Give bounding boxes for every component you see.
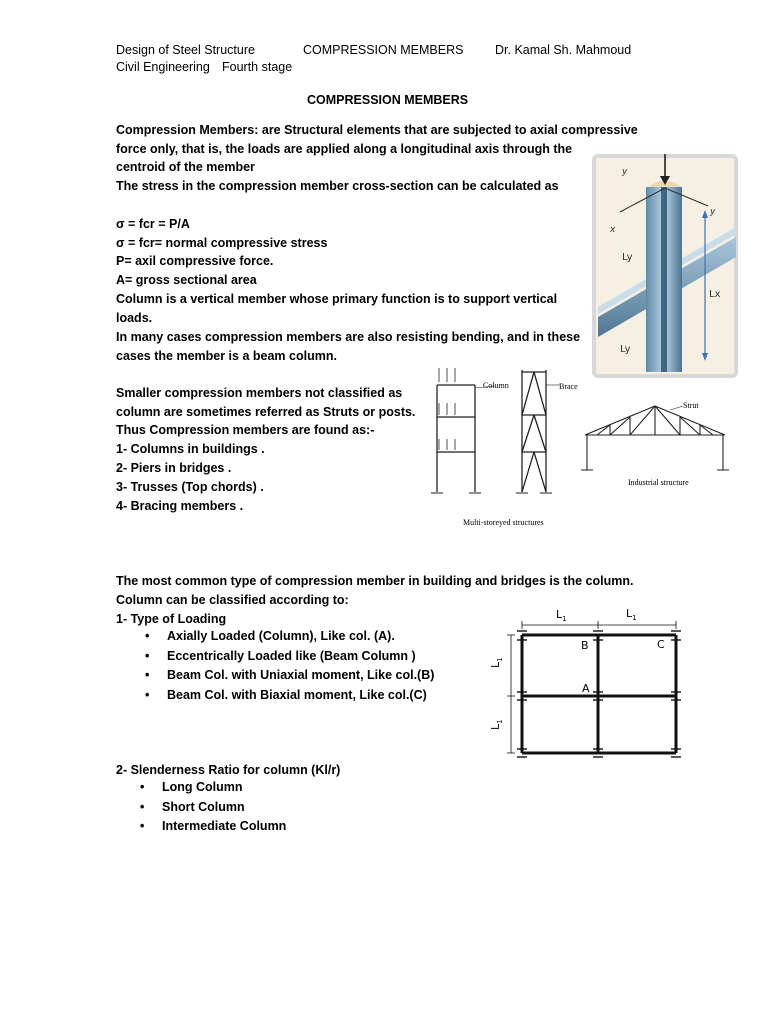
- grid-plan-figure: [484, 600, 684, 766]
- list-item: • Beam Col. with Biaxial moment, Like col.(C): [145, 688, 427, 702]
- intro-line: centroid of the member: [116, 160, 255, 174]
- page-title: COMPRESSION MEMBERS: [307, 93, 469, 107]
- lx-label: Lx: [709, 289, 721, 300]
- column-def-line: Column is a vertical member whose primary function is to support vertical: [116, 292, 558, 306]
- ly-top-label: Ly: [622, 252, 633, 263]
- column-def-line: loads.: [116, 311, 153, 325]
- strut-label: Strut: [683, 401, 699, 410]
- formula: σ = fcr= normal compressive stress: [116, 236, 328, 250]
- column-c-label: C: [657, 638, 665, 651]
- column-label: Column: [483, 381, 509, 390]
- list-item: • Axially Loaded (Column), Like col. (A).: [145, 629, 395, 643]
- formula: σ = fcr = P/A: [116, 217, 190, 231]
- column-web: [661, 187, 667, 372]
- brace-label: Brace: [559, 382, 578, 391]
- column-a-label: A: [582, 682, 590, 695]
- y-axis-label: y: [622, 167, 628, 177]
- types-line: 1- Type of Loading: [116, 612, 227, 626]
- truss: [585, 406, 725, 470]
- dim-label-top-right: $L_1$: [626, 607, 637, 622]
- column-b-label: B: [581, 639, 589, 652]
- grid-lines: [522, 635, 676, 753]
- caption-industrial: Industrial structure: [628, 478, 689, 487]
- dim-label-top-left: $L_1$: [556, 608, 567, 623]
- struts-line: 3- Trusses (Top chords) .: [116, 480, 264, 494]
- header-dept: Civil Engineering: [116, 60, 210, 74]
- y-axis-label: y: [710, 207, 716, 217]
- formula: P= axil compressive force.: [116, 254, 274, 268]
- load-arrows: [439, 368, 455, 450]
- list-item: • Intermediate Column: [140, 819, 287, 833]
- intro-line: Compression Members: are Structural elements that are subjected to axial compressive: [116, 123, 638, 137]
- ly-bottom-label: Ly: [620, 344, 631, 355]
- x-axis-label: x: [610, 225, 616, 235]
- list-item: • Beam Col. with Uniaxial moment, Like col.(B): [145, 668, 435, 682]
- braced-frame: [522, 370, 546, 492]
- struts-line: Thus Compression members are found as:-: [116, 423, 375, 437]
- column-frame: [437, 385, 475, 492]
- dim-label-left-bottom: $L_1$: [489, 719, 504, 730]
- intro-line: force only, that is, the loads are applied along a longitudinal axis through the: [116, 142, 573, 156]
- column-def-line: In many cases compression members are also resisting bending, and in these: [116, 330, 581, 344]
- header-topic: COMPRESSION MEMBERS: [303, 43, 464, 57]
- struts-line: 2- Piers in bridges .: [116, 461, 232, 475]
- struts-line: 1- Columns in buildings .: [116, 442, 265, 456]
- caption-multi: Multi-storeyed structures: [463, 518, 544, 527]
- header-course: Design of Steel Structure: [116, 43, 255, 57]
- header-author: Dr. Kamal Sh. Mahmoud: [495, 43, 632, 57]
- column-3d-figure: [590, 152, 740, 380]
- list-item: • Long Column: [140, 780, 243, 794]
- frames-figure: [425, 360, 735, 532]
- dim-label-left-top: $L_1$: [489, 657, 504, 668]
- formula: A= gross sectional area: [116, 273, 257, 287]
- column-def-line: cases the member is a beam column.: [116, 349, 337, 363]
- types-line: 2- Slenderness Ratio for column (Kl/r): [116, 763, 341, 777]
- list-item: • Short Column: [140, 800, 245, 814]
- types-line: The most common type of compression member in building and bridges is the column.: [116, 574, 634, 588]
- types-line: Column can be classified according to:: [116, 593, 349, 607]
- strut-leader: [670, 406, 683, 410]
- header-stage: Fourth stage: [222, 60, 293, 74]
- struts-line: column are sometimes referred as Struts or posts.: [116, 405, 416, 419]
- struts-line: Smaller compression members not classified as: [116, 386, 403, 400]
- intro-line: The stress in the compression member cross-section can be calculated as: [116, 179, 559, 193]
- list-item: • Eccentrically Loaded like (Beam Column ): [145, 649, 416, 663]
- struts-line: 4- Bracing members .: [116, 499, 244, 513]
- dimension-lines: [507, 621, 676, 753]
